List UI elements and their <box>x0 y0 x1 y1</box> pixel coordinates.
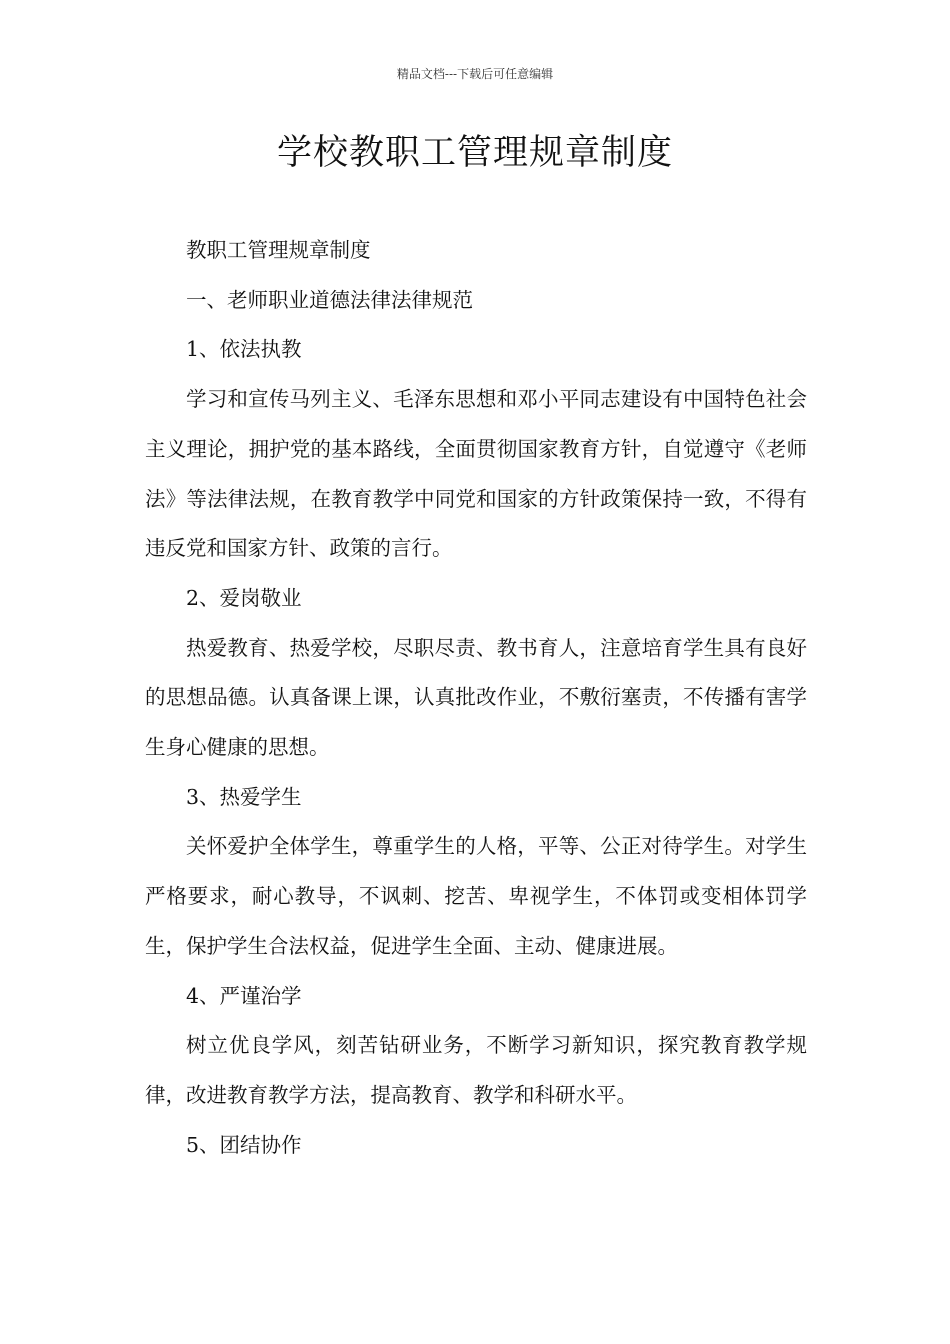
body-paragraph: 树立优良学风，刻苦钻研业务，不断学习新知识，探究教育教学规律，改进教育教学方法，提高教育、教学和科研水平。 <box>145 1033 807 1107</box>
document-title: 学校教职工管理规章制度 <box>276 133 673 173</box>
section-heading: 一、老师职业道德法律法律规范 <box>186 287 473 312</box>
item-heading: 2、爱岗敬业 <box>186 585 302 610</box>
subtitle-paragraph: 教职工管理规章制度 <box>186 238 371 262</box>
document-body <box>145 226 807 1170</box>
body-paragraph: 热爱教育、热爱学校，尽职尽责、教书育人，注意培育学生具有良好的思想品德。认真备课上课，认真批改作业，不敷衍塞责，不传播有害学生身心健康的思想。 <box>145 635 807 760</box>
item-heading: 1、依法执教 <box>186 337 302 362</box>
body-paragraph: 关怀爱护全体学生，尊重学生的人格，平等、公正对待学生。对学生严格要求，耐心教导，不讽刺、挖苦、卑视学生，不体罚或变相体罚学生，保护学生合法权益，促进学生全面、主动、健康进展。 <box>145 834 807 958</box>
item-heading: 5、团结协作 <box>186 1132 302 1157</box>
item-heading: 3、热爱学生 <box>186 784 302 809</box>
page-header-note: 精品文档---下载后可任意编辑 <box>396 67 554 81</box>
body-paragraph: 学习和宣传马列主义、毛泽东思想和邓小平同志建设有中国特色社会主义理论，拥护党的基本路线，全面贯彻国家教育方针，自觉遵守《老师法》等法律法规，在教育教学中同党和国家的方针政策保持一致，不得有违反党和国家方针、政策的言行。 <box>145 387 807 561</box>
item-heading: 4、严谨治学 <box>186 983 302 1008</box>
